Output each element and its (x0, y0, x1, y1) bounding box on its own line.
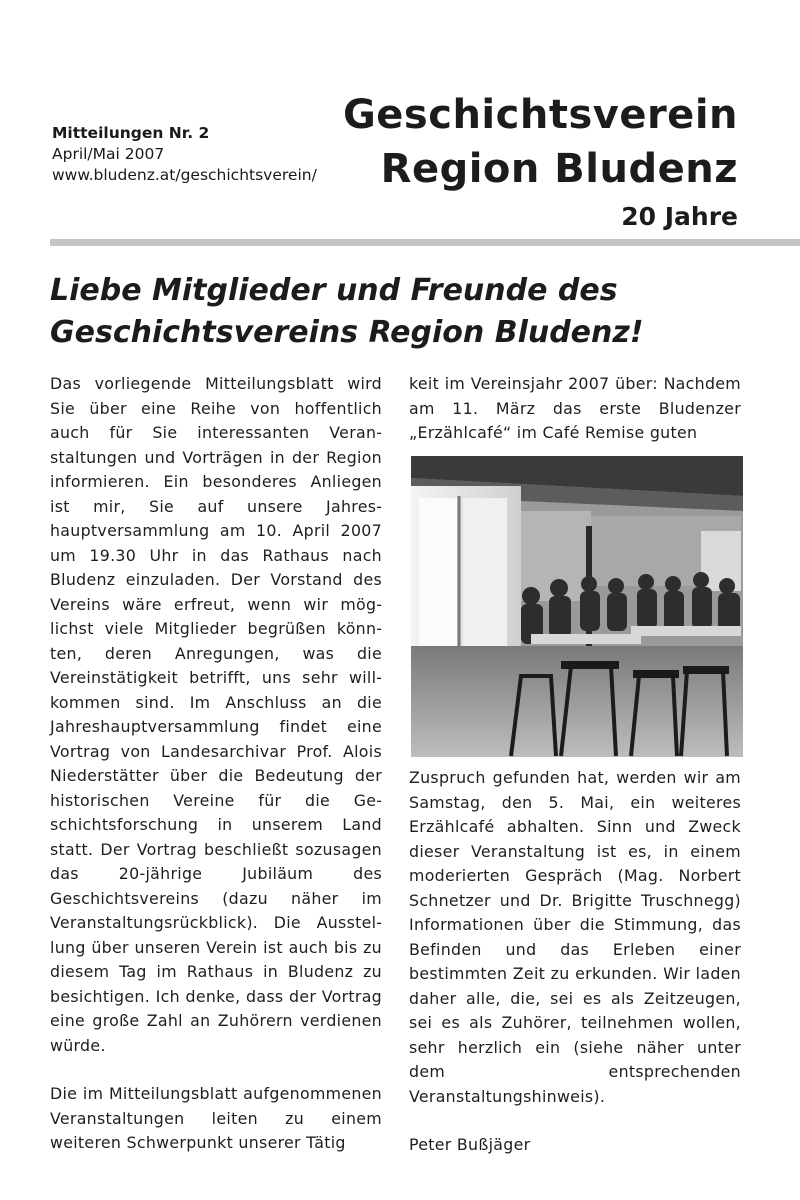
issue-info (52, 123, 317, 186)
website-address: www.bludenz.at/geschichtsverein/ (52, 166, 317, 184)
article-column-right-bottom (409, 766, 741, 1158)
issue-date: April/Mai 2007 (52, 145, 165, 163)
header-divider (50, 239, 800, 246)
signature: Peter Bußjäger (409, 1135, 531, 1154)
article-headline (50, 270, 770, 354)
masthead-title-line2: Region Bludenz (380, 146, 738, 192)
column2-top-text: keit im Vereinsjahr 2007 über: Nachdem am 11. März das erste Bludenzer „Erzählcafé“ im Café Remise guten (409, 374, 741, 442)
headline-line2: Geschichtsvereins Region Bludenz! (50, 315, 644, 350)
masthead (343, 88, 738, 234)
headline-line1: Liebe Mitglieder und Freunde des (50, 273, 618, 308)
cafe-event-photo (411, 456, 743, 757)
masthead-title-line1: Geschichtsverein (342, 92, 738, 138)
masthead-anniversary: 20 Jahre (621, 202, 738, 231)
column2-bottom-text: Zuspruch gefunden hat, werden wir am Samstag, den 5. Mai, ein weiteres Erzählcafé abhalten. Sinn und Zweck dieser Veranstaltung ist es, in einem moderierten Gespräch (Mag. Norbert Schnetzer und Dr. Brigitte Truschnegg) Informationen über die Stimmung, das Befinden und das Erleben einer bestimmten Zeit zu erkunden. Wir laden daher alle, die, sei es als Zeitzeugen, sei es als Zuhörer, teilnehmen wollen, sehr herzlich ein (siehe näher unter dem entsprechenden Veranstaltungshinweis). (409, 768, 741, 1106)
article-column-right-top (409, 372, 741, 446)
issue-number: Mitteilungen Nr. 2 (52, 124, 210, 142)
column1-paragraph1: Das vorliegende Mitteilungsblatt wird Sie über eine Reihe von hoffentlich auch für Sie interessanten Veranstaltungen und Vorträgen in der Region informieren. Ein besonderes Anliegen ist mir, Sie auf unsere Jahreshauptversammlung am 10. April 2007 um 19.30 Uhr in das Rathaus nach Bludenz einzuladen. Der Vorstand des Vereins wäre erfreut, wenn wir möglichst viele Mitglieder begrüßen könnten, deren Anregungen, was die Vereinstätigkeit betrifft, uns sehr willkommen sind. Im Anschluss an die Jahreshauptversammlung findet eine Vortrag von Landesarchivar Prof. Alois Niederstätter über die Bedeutung der historischen Vereine für die Geschichtsforschung in unserem Land statt. Der Vortrag beschließt sozusagen das 20-jährige Jubiläum des Geschichtsvereins (dazu näher im Veranstaltungsrückblick). Die Ausstellung über unseren Verein ist auch bis zu diesem Tag im Rathaus in Bludenz zu besichtigen. Ich denke, dass der Vortrag eine große Zahl an Zuhörern verdienen würde. (50, 374, 382, 1055)
article-column-left (50, 372, 382, 1156)
column1-paragraph2: Die im Mitteilungsblatt aufgenommenen Veranstaltungen leiten zu einem weiteren Schwerpunkt unserer Tätig (50, 1084, 382, 1152)
